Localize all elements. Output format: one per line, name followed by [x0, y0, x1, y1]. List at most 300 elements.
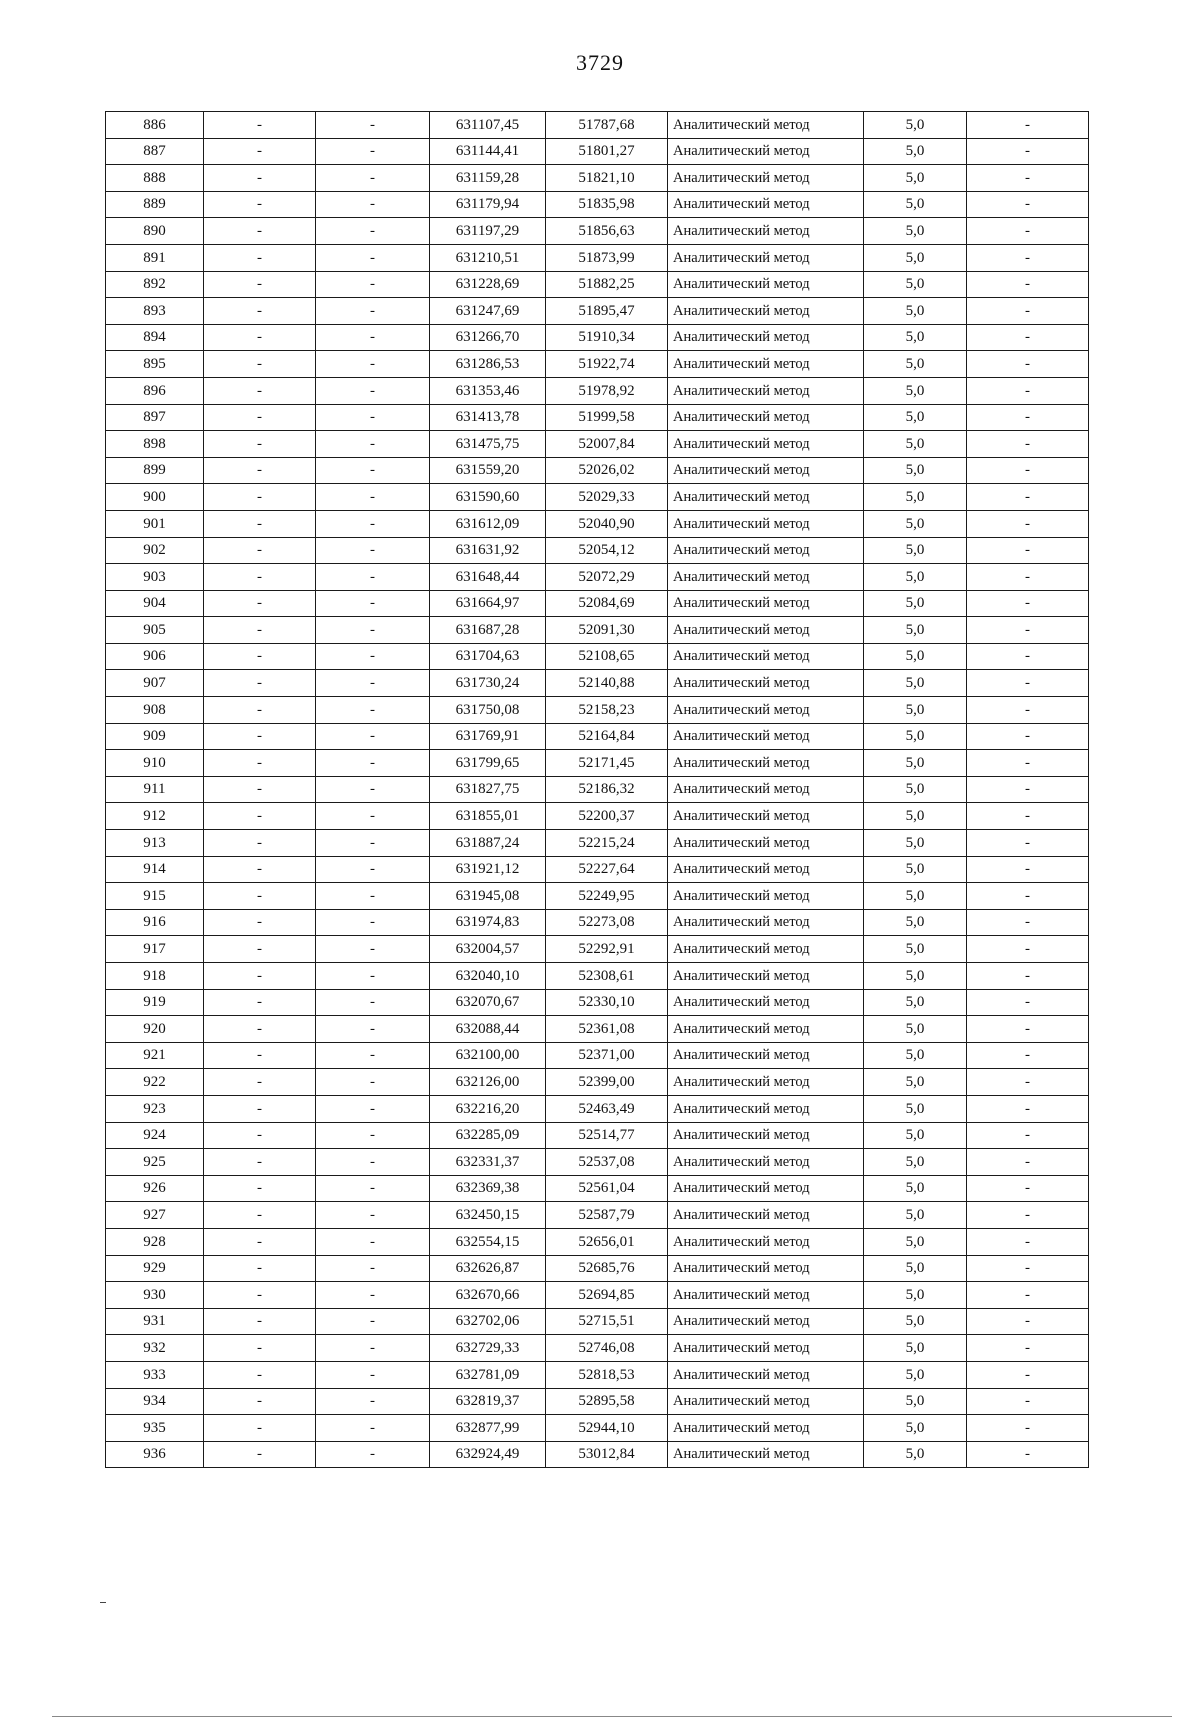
x-coordinate-cell: 632702,06	[430, 1308, 546, 1335]
x-coordinate-cell: 631475,75	[430, 431, 546, 458]
accuracy-cell: 5,0	[864, 1095, 967, 1122]
x-coordinate-cell: 631590,60	[430, 484, 546, 511]
empty-value-cell: -	[316, 244, 430, 271]
x-coordinate-cell: 632100,00	[430, 1042, 546, 1069]
x-coordinate-cell: 631353,46	[430, 377, 546, 404]
method-cell: Аналитический метод	[668, 1095, 864, 1122]
accuracy-cell: 5,0	[864, 537, 967, 564]
empty-value-cell: -	[204, 856, 316, 883]
empty-value-cell: -	[316, 697, 430, 724]
empty-value-cell: -	[967, 324, 1089, 351]
accuracy-cell: 5,0	[864, 617, 967, 644]
method-cell: Аналитический метод	[668, 244, 864, 271]
point-number-cell: 922	[106, 1069, 204, 1096]
empty-value-cell: -	[204, 1228, 316, 1255]
x-coordinate-cell: 631921,12	[430, 856, 546, 883]
empty-value-cell: -	[316, 324, 430, 351]
point-number-cell: 923	[106, 1095, 204, 1122]
empty-value-cell: -	[204, 1175, 316, 1202]
y-coordinate-cell: 52091,30	[546, 617, 668, 644]
empty-value-cell: -	[204, 909, 316, 936]
empty-value-cell: -	[204, 298, 316, 325]
method-cell: Аналитический метод	[668, 989, 864, 1016]
x-coordinate-cell: 632781,09	[430, 1361, 546, 1388]
empty-value-cell: -	[967, 271, 1089, 298]
table-row	[106, 351, 1089, 378]
method-cell: Аналитический метод	[668, 510, 864, 537]
empty-value-cell: -	[316, 377, 430, 404]
x-coordinate-cell: 631704,63	[430, 643, 546, 670]
y-coordinate-cell: 52944,10	[546, 1415, 668, 1442]
empty-value-cell: -	[316, 723, 430, 750]
empty-value-cell: -	[316, 112, 430, 139]
accuracy-cell: 5,0	[864, 271, 967, 298]
table-row	[106, 1228, 1089, 1255]
y-coordinate-cell: 52084,69	[546, 590, 668, 617]
table-row	[106, 191, 1089, 218]
method-cell: Аналитический метод	[668, 803, 864, 830]
empty-value-cell: -	[967, 909, 1089, 936]
x-coordinate-cell: 631855,01	[430, 803, 546, 830]
method-cell: Аналитический метод	[668, 377, 864, 404]
accuracy-cell: 5,0	[864, 883, 967, 910]
empty-value-cell: -	[204, 218, 316, 245]
empty-value-cell: -	[204, 191, 316, 218]
accuracy-cell: 5,0	[864, 1282, 967, 1309]
x-coordinate-cell: 632088,44	[430, 1016, 546, 1043]
y-coordinate-cell: 52273,08	[546, 909, 668, 936]
y-coordinate-cell: 52715,51	[546, 1308, 668, 1335]
x-coordinate-cell: 632216,20	[430, 1095, 546, 1122]
x-coordinate-cell: 632729,33	[430, 1335, 546, 1362]
y-coordinate-cell: 52656,01	[546, 1228, 668, 1255]
accuracy-cell: 5,0	[864, 1361, 967, 1388]
y-coordinate-cell: 52140,88	[546, 670, 668, 697]
method-cell: Аналитический метод	[668, 909, 864, 936]
empty-value-cell: -	[316, 537, 430, 564]
empty-value-cell: -	[316, 298, 430, 325]
empty-value-cell: -	[967, 1149, 1089, 1176]
empty-value-cell: -	[967, 377, 1089, 404]
accuracy-cell: 5,0	[864, 1441, 967, 1468]
method-cell: Аналитический метод	[668, 643, 864, 670]
empty-value-cell: -	[204, 750, 316, 777]
point-number-cell: 909	[106, 723, 204, 750]
empty-value-cell: -	[204, 404, 316, 431]
method-cell: Аналитический метод	[668, 1282, 864, 1309]
y-coordinate-cell: 52694,85	[546, 1282, 668, 1309]
x-coordinate-cell: 632626,87	[430, 1255, 546, 1282]
table-row	[106, 1441, 1089, 1468]
x-coordinate-cell: 631799,65	[430, 750, 546, 777]
empty-value-cell: -	[316, 457, 430, 484]
table-row	[106, 1042, 1089, 1069]
page-bottom-rule	[52, 1716, 1172, 1717]
empty-value-cell: -	[967, 564, 1089, 591]
empty-value-cell: -	[967, 750, 1089, 777]
method-cell: Аналитический метод	[668, 1016, 864, 1043]
method-cell: Аналитический метод	[668, 298, 864, 325]
table-row	[106, 723, 1089, 750]
table-row	[106, 1255, 1089, 1282]
empty-value-cell: -	[967, 1095, 1089, 1122]
accuracy-cell: 5,0	[864, 1042, 967, 1069]
empty-value-cell: -	[967, 989, 1089, 1016]
table-row	[106, 776, 1089, 803]
x-coordinate-cell: 631974,83	[430, 909, 546, 936]
method-cell: Аналитический метод	[668, 1308, 864, 1335]
point-number-cell: 896	[106, 377, 204, 404]
empty-value-cell: -	[967, 510, 1089, 537]
empty-value-cell: -	[316, 1415, 430, 1442]
point-number-cell: 894	[106, 324, 204, 351]
point-number-cell: 926	[106, 1175, 204, 1202]
table-row	[106, 165, 1089, 192]
x-coordinate-cell: 631247,69	[430, 298, 546, 325]
empty-value-cell: -	[316, 1228, 430, 1255]
accuracy-cell: 5,0	[864, 138, 967, 165]
table-row	[106, 1335, 1089, 1362]
method-cell: Аналитический метод	[668, 1202, 864, 1229]
table-row	[106, 324, 1089, 351]
x-coordinate-cell: 632819,37	[430, 1388, 546, 1415]
empty-value-cell: -	[967, 1042, 1089, 1069]
table-row	[106, 404, 1089, 431]
accuracy-cell: 5,0	[864, 803, 967, 830]
empty-value-cell: -	[204, 883, 316, 910]
table-row	[106, 1149, 1089, 1176]
y-coordinate-cell: 51801,27	[546, 138, 668, 165]
point-number-cell: 931	[106, 1308, 204, 1335]
method-cell: Аналитический метод	[668, 776, 864, 803]
x-coordinate-cell: 631413,78	[430, 404, 546, 431]
y-coordinate-cell: 52330,10	[546, 989, 668, 1016]
x-coordinate-cell: 632040,10	[430, 963, 546, 990]
accuracy-cell: 5,0	[864, 244, 967, 271]
empty-value-cell: -	[967, 1016, 1089, 1043]
method-cell: Аналитический метод	[668, 457, 864, 484]
accuracy-cell: 5,0	[864, 404, 967, 431]
empty-value-cell: -	[967, 112, 1089, 139]
empty-value-cell: -	[316, 830, 430, 857]
accuracy-cell: 5,0	[864, 165, 967, 192]
y-coordinate-cell: 52371,00	[546, 1042, 668, 1069]
accuracy-cell: 5,0	[864, 112, 967, 139]
empty-value-cell: -	[316, 1202, 430, 1229]
table-row	[106, 883, 1089, 910]
accuracy-cell: 5,0	[864, 564, 967, 591]
coordinates-table	[105, 111, 1089, 1468]
table-row	[106, 1122, 1089, 1149]
table-row	[106, 697, 1089, 724]
table-row	[106, 244, 1089, 271]
point-number-cell: 910	[106, 750, 204, 777]
point-number-cell: 935	[106, 1415, 204, 1442]
y-coordinate-cell: 52007,84	[546, 431, 668, 458]
accuracy-cell: 5,0	[864, 1069, 967, 1096]
empty-value-cell: -	[316, 1335, 430, 1362]
point-number-cell: 886	[106, 112, 204, 139]
table-body	[106, 112, 1089, 1468]
method-cell: Аналитический метод	[668, 1042, 864, 1069]
empty-value-cell: -	[316, 1149, 430, 1176]
accuracy-cell: 5,0	[864, 1415, 967, 1442]
y-coordinate-cell: 52463,49	[546, 1095, 668, 1122]
x-coordinate-cell: 631612,09	[430, 510, 546, 537]
empty-value-cell: -	[204, 963, 316, 990]
x-coordinate-cell: 631286,53	[430, 351, 546, 378]
empty-value-cell: -	[316, 936, 430, 963]
point-number-cell: 930	[106, 1282, 204, 1309]
table-row	[106, 457, 1089, 484]
empty-value-cell: -	[967, 1175, 1089, 1202]
empty-value-cell: -	[204, 484, 316, 511]
empty-value-cell: -	[204, 723, 316, 750]
empty-value-cell: -	[967, 244, 1089, 271]
method-cell: Аналитический метод	[668, 936, 864, 963]
empty-value-cell: -	[967, 1122, 1089, 1149]
y-coordinate-cell: 52054,12	[546, 537, 668, 564]
table-row	[106, 218, 1089, 245]
method-cell: Аналитический метод	[668, 670, 864, 697]
empty-value-cell: -	[967, 1308, 1089, 1335]
accuracy-cell: 5,0	[864, 643, 967, 670]
empty-value-cell: -	[316, 1095, 430, 1122]
accuracy-cell: 5,0	[864, 1228, 967, 1255]
x-coordinate-cell: 632554,15	[430, 1228, 546, 1255]
table-row	[106, 298, 1089, 325]
point-number-cell: 899	[106, 457, 204, 484]
y-coordinate-cell: 51999,58	[546, 404, 668, 431]
point-number-cell: 929	[106, 1255, 204, 1282]
method-cell: Аналитический метод	[668, 324, 864, 351]
empty-value-cell: -	[204, 165, 316, 192]
y-coordinate-cell: 52215,24	[546, 830, 668, 857]
table-row	[106, 909, 1089, 936]
table-row	[106, 617, 1089, 644]
accuracy-cell: 5,0	[864, 776, 967, 803]
x-coordinate-cell: 631750,08	[430, 697, 546, 724]
empty-value-cell: -	[316, 218, 430, 245]
method-cell: Аналитический метод	[668, 883, 864, 910]
y-coordinate-cell: 53012,84	[546, 1441, 668, 1468]
y-coordinate-cell: 52818,53	[546, 1361, 668, 1388]
table-row	[106, 112, 1089, 139]
empty-value-cell: -	[204, 112, 316, 139]
table-row	[106, 1361, 1089, 1388]
empty-value-cell: -	[316, 1441, 430, 1468]
page-number: 3729	[576, 50, 624, 75]
x-coordinate-cell: 631197,29	[430, 218, 546, 245]
x-coordinate-cell: 631631,92	[430, 537, 546, 564]
table-row	[106, 936, 1089, 963]
empty-value-cell: -	[967, 776, 1089, 803]
point-number-cell: 928	[106, 1228, 204, 1255]
x-coordinate-cell: 632450,15	[430, 1202, 546, 1229]
y-coordinate-cell: 52040,90	[546, 510, 668, 537]
x-coordinate-cell: 631648,44	[430, 564, 546, 591]
empty-value-cell: -	[316, 963, 430, 990]
empty-value-cell: -	[967, 1202, 1089, 1229]
table-row	[106, 271, 1089, 298]
x-coordinate-cell: 631179,94	[430, 191, 546, 218]
empty-value-cell: -	[967, 830, 1089, 857]
empty-value-cell: -	[316, 431, 430, 458]
empty-value-cell: -	[204, 537, 316, 564]
point-number-cell: 920	[106, 1016, 204, 1043]
accuracy-cell: 5,0	[864, 1149, 967, 1176]
point-number-cell: 901	[106, 510, 204, 537]
empty-value-cell: -	[204, 697, 316, 724]
y-coordinate-cell: 52537,08	[546, 1149, 668, 1176]
method-cell: Аналитический метод	[668, 1122, 864, 1149]
empty-value-cell: -	[204, 1255, 316, 1282]
method-cell: Аналитический метод	[668, 404, 864, 431]
x-coordinate-cell: 632369,38	[430, 1175, 546, 1202]
accuracy-cell: 5,0	[864, 1016, 967, 1043]
empty-value-cell: -	[316, 1122, 430, 1149]
empty-value-cell: -	[204, 989, 316, 1016]
empty-value-cell: -	[204, 830, 316, 857]
y-coordinate-cell: 51873,99	[546, 244, 668, 271]
x-coordinate-cell: 631144,41	[430, 138, 546, 165]
accuracy-cell: 5,0	[864, 750, 967, 777]
accuracy-cell: 5,0	[864, 1255, 967, 1282]
method-cell: Аналитический метод	[668, 1175, 864, 1202]
point-number-cell: 887	[106, 138, 204, 165]
y-coordinate-cell: 52227,64	[546, 856, 668, 883]
empty-value-cell: -	[204, 431, 316, 458]
empty-value-cell: -	[967, 590, 1089, 617]
empty-value-cell: -	[967, 617, 1089, 644]
accuracy-cell: 5,0	[864, 590, 967, 617]
empty-value-cell: -	[967, 1228, 1089, 1255]
x-coordinate-cell: 631730,24	[430, 670, 546, 697]
method-cell: Аналитический метод	[668, 856, 864, 883]
point-number-cell: 911	[106, 776, 204, 803]
empty-value-cell: -	[316, 856, 430, 883]
empty-value-cell: -	[316, 1042, 430, 1069]
y-coordinate-cell: 52029,33	[546, 484, 668, 511]
point-number-cell: 925	[106, 1149, 204, 1176]
empty-value-cell: -	[967, 643, 1089, 670]
method-cell: Аналитический метод	[668, 484, 864, 511]
x-coordinate-cell: 632285,09	[430, 1122, 546, 1149]
accuracy-cell: 5,0	[864, 830, 967, 857]
empty-value-cell: -	[316, 803, 430, 830]
empty-value-cell: -	[204, 1042, 316, 1069]
point-number-cell: 927	[106, 1202, 204, 1229]
empty-value-cell: -	[204, 271, 316, 298]
table-row	[106, 510, 1089, 537]
point-number-cell: 893	[106, 298, 204, 325]
empty-value-cell: -	[204, 1361, 316, 1388]
point-number-cell: 890	[106, 218, 204, 245]
table-row	[106, 138, 1089, 165]
table-row	[106, 431, 1089, 458]
accuracy-cell: 5,0	[864, 697, 967, 724]
empty-value-cell: -	[316, 484, 430, 511]
table-row	[106, 1308, 1089, 1335]
accuracy-cell: 5,0	[864, 510, 967, 537]
accuracy-cell: 5,0	[864, 856, 967, 883]
point-number-cell: 902	[106, 537, 204, 564]
method-cell: Аналитический метод	[668, 1361, 864, 1388]
y-coordinate-cell: 52186,32	[546, 776, 668, 803]
y-coordinate-cell: 52249,95	[546, 883, 668, 910]
empty-value-cell: -	[316, 351, 430, 378]
y-coordinate-cell: 52158,23	[546, 697, 668, 724]
method-cell: Аналитический метод	[668, 165, 864, 192]
empty-value-cell: -	[204, 1415, 316, 1442]
x-coordinate-cell: 631210,51	[430, 244, 546, 271]
point-number-cell: 900	[106, 484, 204, 511]
empty-value-cell: -	[967, 218, 1089, 245]
empty-value-cell: -	[204, 590, 316, 617]
point-number-cell: 906	[106, 643, 204, 670]
x-coordinate-cell: 632004,57	[430, 936, 546, 963]
empty-value-cell: -	[967, 803, 1089, 830]
empty-value-cell: -	[204, 1388, 316, 1415]
table-row	[106, 670, 1089, 697]
table-row	[106, 750, 1089, 777]
accuracy-cell: 5,0	[864, 1202, 967, 1229]
accuracy-cell: 5,0	[864, 324, 967, 351]
table-row	[106, 484, 1089, 511]
table-row	[106, 1095, 1089, 1122]
empty-value-cell: -	[204, 670, 316, 697]
y-coordinate-cell: 51910,34	[546, 324, 668, 351]
table-row	[106, 377, 1089, 404]
y-coordinate-cell: 52895,58	[546, 1388, 668, 1415]
empty-value-cell: -	[967, 298, 1089, 325]
table-row	[106, 963, 1089, 990]
empty-value-cell: -	[204, 1282, 316, 1309]
empty-value-cell: -	[316, 1388, 430, 1415]
table-row	[106, 1202, 1089, 1229]
table-row	[106, 1415, 1089, 1442]
empty-value-cell: -	[316, 1308, 430, 1335]
table-row	[106, 856, 1089, 883]
y-coordinate-cell: 51821,10	[546, 165, 668, 192]
point-number-cell: 908	[106, 697, 204, 724]
empty-value-cell: -	[967, 191, 1089, 218]
accuracy-cell: 5,0	[864, 936, 967, 963]
accuracy-cell: 5,0	[864, 431, 967, 458]
table-row	[106, 1175, 1089, 1202]
y-coordinate-cell: 52292,91	[546, 936, 668, 963]
empty-value-cell: -	[316, 989, 430, 1016]
accuracy-cell: 5,0	[864, 298, 967, 325]
y-coordinate-cell: 51882,25	[546, 271, 668, 298]
point-number-cell: 919	[106, 989, 204, 1016]
empty-value-cell: -	[316, 165, 430, 192]
point-number-cell: 934	[106, 1388, 204, 1415]
accuracy-cell: 5,0	[864, 1122, 967, 1149]
accuracy-cell: 5,0	[864, 377, 967, 404]
empty-value-cell: -	[204, 457, 316, 484]
point-number-cell: 915	[106, 883, 204, 910]
empty-value-cell: -	[316, 776, 430, 803]
stray-mark	[100, 1602, 106, 1603]
accuracy-cell: 5,0	[864, 670, 967, 697]
empty-value-cell: -	[204, 776, 316, 803]
accuracy-cell: 5,0	[864, 1175, 967, 1202]
point-number-cell: 912	[106, 803, 204, 830]
method-cell: Аналитический метод	[668, 351, 864, 378]
y-coordinate-cell: 52685,76	[546, 1255, 668, 1282]
point-number-cell: 897	[106, 404, 204, 431]
